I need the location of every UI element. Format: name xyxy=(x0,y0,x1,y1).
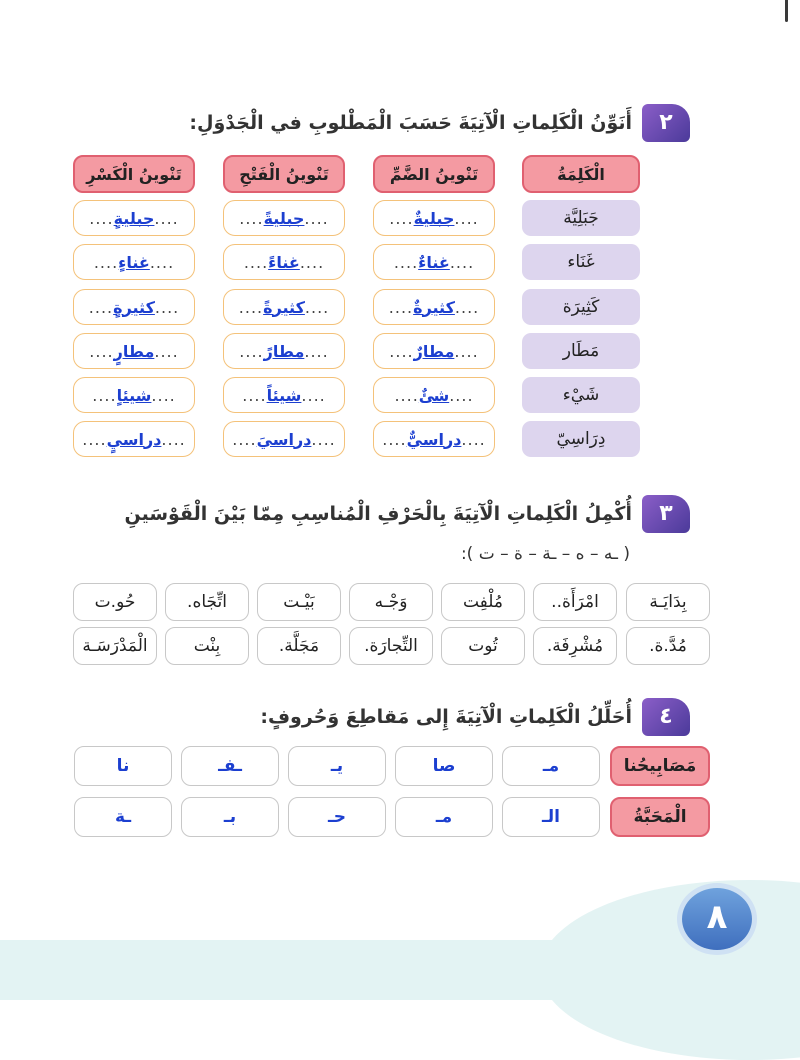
dots-leader: .... xyxy=(239,341,264,361)
answer-cell-damm[interactable] xyxy=(373,244,495,280)
answer-text: غناءً xyxy=(268,252,300,272)
complete-word-box[interactable]: امْرَأَة.. xyxy=(533,583,617,621)
dots-leader: .... xyxy=(89,208,114,228)
table-word-cell: كَثِيرَة xyxy=(522,289,640,325)
syllable-box[interactable]: ـة xyxy=(74,797,172,837)
answer-text: شئٌ xyxy=(418,385,450,405)
dots-leader: .... xyxy=(232,429,257,449)
answer-cell-damm[interactable] xyxy=(373,333,495,369)
dots-leader: .... xyxy=(238,297,264,317)
answer-cell-kasr[interactable] xyxy=(73,244,195,280)
answer-text: مطارٍ xyxy=(113,341,155,361)
answer-text: مطارً xyxy=(263,341,305,361)
dots-leader: .... xyxy=(394,385,419,405)
syllable-box[interactable]: صا xyxy=(395,746,493,786)
dots-leader: .... xyxy=(454,208,479,228)
answer-cell-fath[interactable] xyxy=(223,333,345,369)
answer-text: كثيرةً xyxy=(263,297,305,317)
question-4-number: ٤ xyxy=(642,698,690,736)
table-word-cell: غَنَاء xyxy=(522,244,640,280)
footer-curve xyxy=(540,880,800,1060)
word-to-analyze: مَصَابِيحُنا xyxy=(610,746,710,786)
answer-cell-kasr[interactable] xyxy=(73,200,195,236)
syllable-box[interactable]: مـ xyxy=(502,746,600,786)
syllable-box[interactable]: يـ xyxy=(288,746,386,786)
syllable-box[interactable]: مـ xyxy=(395,797,493,837)
syllable-box[interactable]: الـ xyxy=(502,797,600,837)
complete-word-box[interactable]: مَجَلَّة. xyxy=(257,627,341,665)
dots-leader: .... xyxy=(301,385,326,405)
answer-cell-fath[interactable] xyxy=(223,244,345,280)
dots-leader: .... xyxy=(461,429,486,449)
question-3-number: ٣ xyxy=(642,495,690,533)
dots-leader: .... xyxy=(154,297,180,317)
complete-word-box[interactable]: حُو.ت xyxy=(73,583,157,621)
dots-leader: .... xyxy=(304,297,330,317)
question-2-text: أَنَوِّنُ الْكَلِماتِ الْآتِيَةَ حَسَبَ الْمَطْلوبِ في الْجَدْوَلِ: xyxy=(189,112,632,134)
answer-text: شيئاٍ xyxy=(116,385,152,405)
answer-text: غناءٍ xyxy=(118,252,150,272)
complete-word-box[interactable]: مُشْرِفَة. xyxy=(533,627,617,665)
complete-word-box[interactable]: بِدَايَـة xyxy=(626,583,710,621)
dots-leader: .... xyxy=(161,429,186,449)
dots-leader: .... xyxy=(454,341,479,361)
dots-leader: .... xyxy=(89,341,114,361)
answer-text: كثيرةٍ xyxy=(113,297,155,317)
question-3-text: أُكْمِلُ الْكَلِماتِ الْآتِيَةَ بِالْحَرْفِ الْمُناسِبِ مِمّا بَيْنَ الْقَوْسَينِ xyxy=(124,503,632,525)
answer-cell-fath[interactable] xyxy=(223,421,345,457)
answer-cell-kasr[interactable] xyxy=(73,377,195,413)
complete-word-box[interactable]: وَجْـه xyxy=(349,583,433,621)
dots-leader: .... xyxy=(88,297,114,317)
table-word-cell: دِرَاسِيّ xyxy=(522,421,640,457)
answer-cell-kasr[interactable] xyxy=(73,289,195,325)
complete-word-box[interactable]: مُلْفِت xyxy=(441,583,525,621)
header-damm: تَنْوينُ الضَّمِّ xyxy=(373,155,495,193)
answer-cell-fath[interactable] xyxy=(223,200,345,236)
answer-cell-fath[interactable] xyxy=(223,377,345,413)
dots-leader: .... xyxy=(154,341,179,361)
answer-cell-kasr[interactable] xyxy=(73,421,195,457)
syllable-box[interactable]: بـ xyxy=(181,797,279,837)
answer-text: جبليةً xyxy=(263,208,305,228)
header-word: الْكَلِمَةُ xyxy=(522,155,640,193)
answer-cell-fath[interactable] xyxy=(223,289,345,325)
complete-word-box[interactable]: الْمَدْرَسَـة xyxy=(73,627,157,665)
answer-text: شيئاً xyxy=(266,385,302,405)
complete-word-box[interactable]: اتِّجَاه. xyxy=(165,583,249,621)
complete-word-box[interactable]: تُوت xyxy=(441,627,525,665)
answer-text: غناءٌ xyxy=(418,252,450,272)
answer-cell-damm[interactable] xyxy=(373,377,495,413)
dots-leader: .... xyxy=(243,252,269,272)
complete-word-box[interactable]: التِّجارَة. xyxy=(349,627,433,665)
answer-cell-damm[interactable] xyxy=(373,421,495,457)
question-2-number: ٢ xyxy=(642,104,690,142)
table-word-cell: شَيْء xyxy=(522,377,640,413)
dots-leader: .... xyxy=(299,252,325,272)
dots-leader: .... xyxy=(304,341,329,361)
syllable-box[interactable]: حـ xyxy=(288,797,386,837)
dots-leader: .... xyxy=(93,252,119,272)
complete-word-box[interactable]: بَيْـت xyxy=(257,583,341,621)
dots-leader: .... xyxy=(389,208,414,228)
header-fath: تَنْوينُ الْفَتْحِ xyxy=(223,155,345,193)
complete-word-box[interactable]: بِنْت xyxy=(165,627,249,665)
answer-cell-damm[interactable] xyxy=(373,200,495,236)
dots-leader: .... xyxy=(92,385,117,405)
word-to-analyze: الْمَحَبَّةُ xyxy=(610,797,710,837)
header-kasr: تَنْوينُ الْكَسْرِ xyxy=(73,155,195,193)
table-word-cell: مَطَار xyxy=(522,333,640,369)
answer-text: دراسيٍ xyxy=(106,429,162,449)
dots-leader: .... xyxy=(393,252,419,272)
dots-leader: .... xyxy=(149,252,175,272)
dots-leader: .... xyxy=(388,297,414,317)
answer-text: جبليةٍ xyxy=(113,208,155,228)
dots-leader: .... xyxy=(239,208,264,228)
answer-text: دراسيَ xyxy=(256,429,312,449)
syllable-box[interactable]: ـفـ xyxy=(181,746,279,786)
answer-cell-kasr[interactable] xyxy=(73,333,195,369)
dots-leader: .... xyxy=(151,385,176,405)
dots-leader: .... xyxy=(154,208,179,228)
dots-leader: .... xyxy=(304,208,329,228)
table-word-cell: جَبَلِيَّة xyxy=(522,200,640,236)
answer-text: كثيرةٌ xyxy=(413,297,455,317)
dots-leader: .... xyxy=(82,429,107,449)
dots-leader: .... xyxy=(449,252,475,272)
dots-leader: .... xyxy=(454,297,480,317)
question-4-text: أُحَلِّلُ الْكَلِماتِ الْآتِيَةَ إِلى مَقاطِعَ وَحُروفٍ: xyxy=(260,706,632,728)
page-number: ٨ xyxy=(682,888,752,950)
complete-word-box[interactable]: مُدَّ.ة. xyxy=(626,627,710,665)
dots-leader: .... xyxy=(389,341,414,361)
answer-text: دراسيٌّ xyxy=(406,429,462,449)
dots-leader: .... xyxy=(242,385,267,405)
dots-leader: .... xyxy=(311,429,336,449)
dots-leader: .... xyxy=(382,429,407,449)
answer-text: جبليةٌ xyxy=(413,208,455,228)
syllable-box[interactable]: نا xyxy=(74,746,172,786)
answer-text: مطارٌ xyxy=(413,341,455,361)
dots-leader: .... xyxy=(449,385,474,405)
page-corner-mark xyxy=(785,0,788,22)
answer-cell-damm[interactable] xyxy=(373,289,495,325)
question-3-letters: ( ـه – ه – ـة – ة – ت ): xyxy=(460,544,630,564)
